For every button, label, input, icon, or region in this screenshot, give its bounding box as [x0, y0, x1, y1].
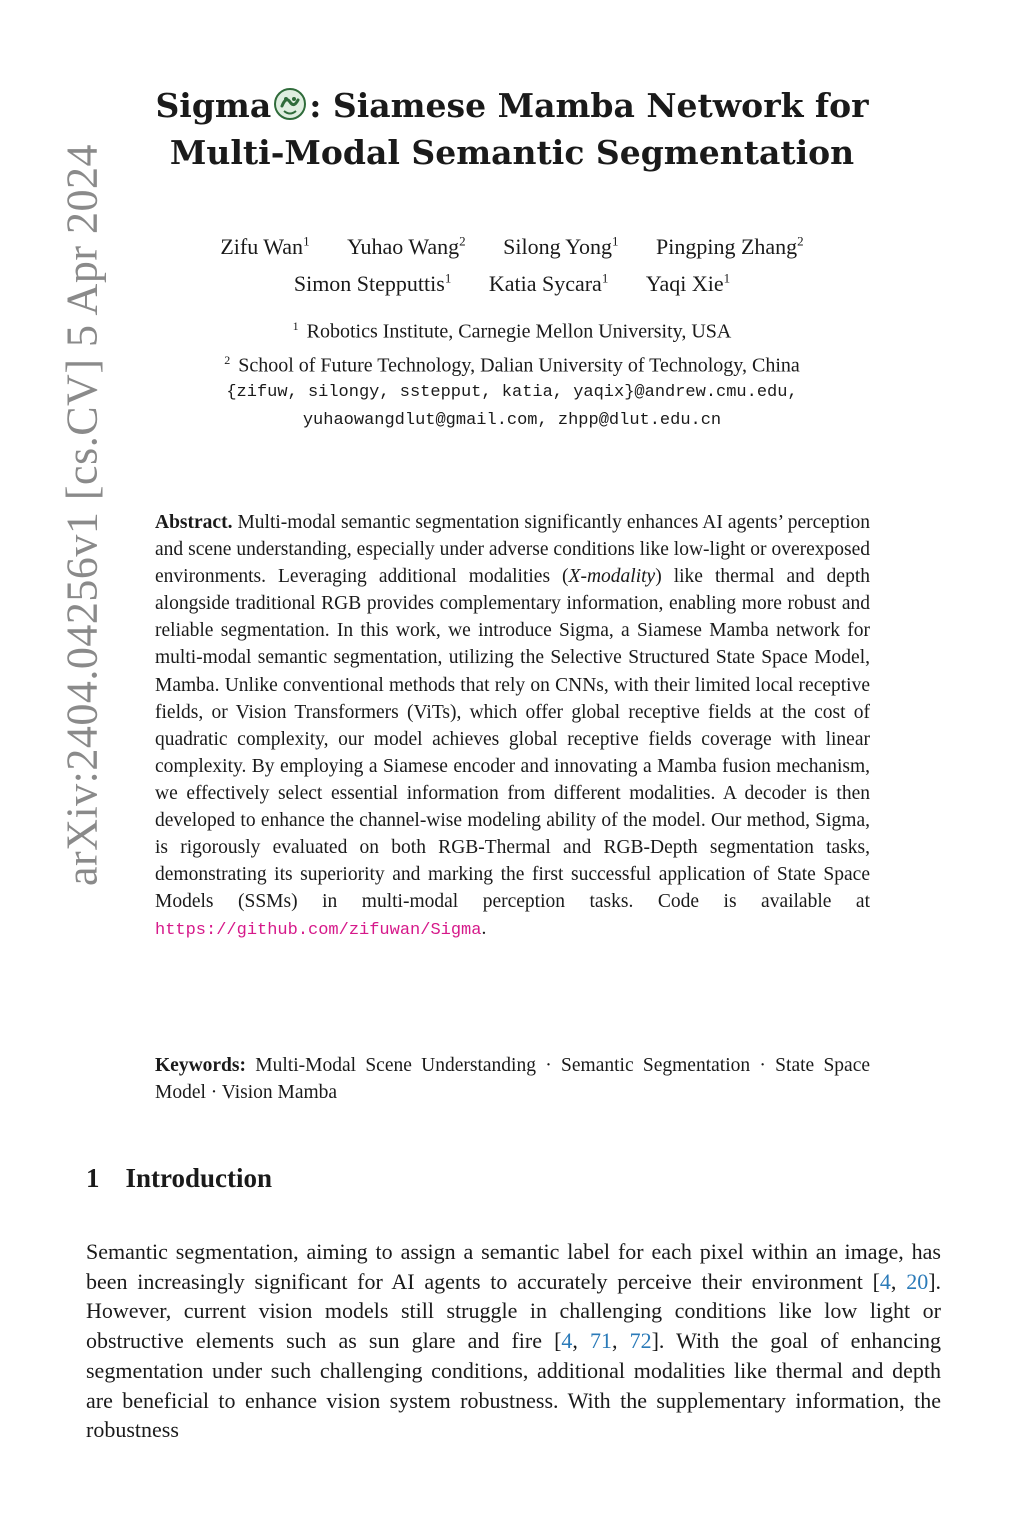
- arxiv-stamp: arXiv:2404.04256v1 [cs.CV] 5 Apr 2024: [57, 144, 107, 886]
- author-list: [0, 226, 1024, 299]
- title-line2: Multi-Modal Semantic Segmentation: [169, 133, 855, 172]
- abstract-end: .: [481, 918, 487, 940]
- affiliation: $^1$ Robotics Institute, Carnegie Mellon University, USA: [292, 319, 732, 343]
- abstract-label: Abstract.: [155, 512, 233, 533]
- author: Katia Sycara$^1$: [488, 270, 609, 296]
- paper-title: [0, 82, 1024, 176]
- intro-paragraph: Semantic segmentation, aiming to assign a semantic label for each pixel within an image, has been increasingly significant for AI agents to accurately perceive their environment [4, 20]. However, current vision models still struggle in challenging conditions like low light or obstructive elements such as sun glare and fire [4, 71, 72]. With the goal of enhancing segmentation under such challenging conditions, additional modalities like thermal and depth are beneficial to enhance vision system robustness. With the supplementary information, the robustness: [86, 1239, 942, 1443]
- title-line1-rest: : Siamese Mamba Network for: [309, 86, 869, 125]
- section-heading: [86, 1163, 272, 1194]
- author: Yuhao Wang$^2$: [347, 234, 466, 260]
- abstract-emphasis: X-modality: [568, 566, 656, 588]
- affiliation: $^2$ School of Future Technology, Dalian University of Technology, China: [224, 352, 800, 377]
- citation-link[interactable]: 20: [906, 1268, 929, 1294]
- citation-link[interactable]: 4: [879, 1268, 891, 1294]
- abstract: [155, 509, 870, 945]
- keywords: [155, 1052, 870, 1106]
- abstract-text: ) like thermal and depth alongside traditional RGB provides complementary information, enabling more robust and reliable segmentation. In this work, we introduce Sigma, a Siamese Mamba network for multi-modal semantic segmentation, utilizing the Selective Structured State Space Model, Mamba. Unlike conventional methods that rely on CNNs, with their limited local receptive fields, or Vision Transformers (ViTs), which offer global receptive fields at the cost of quadratic complexity, our model achieves global receptive fields coverage with linear complexity. By employing a Siamese encoder and innovating a Mamba fusion mechanism, we effectively select essential information from different modalities. A decoder is then developed to enhance the channel-wise modeling ability of the model. Our method, Sigma, is rigorously evaluated on both RGB-Thermal and RGB-Depth segmentation tasks, demonstrating its superiority and marking the first successful application of State Space Models (SSMs) in multi-modal perception tasks. Code is available at: [155, 566, 870, 913]
- citation-link[interactable]: 4: [561, 1328, 573, 1354]
- author: Silong Yong$^1$: [503, 234, 619, 260]
- email-line[interactable]: yuhaowangdlut@gmail.com, zhpp@dlut.edu.cn: [302, 411, 722, 431]
- abstract-text: Multi-modal semantic segmentation significantly enhances AI agents’ perception and scene understanding, especially under adverse conditions like low-light or overexposed environments. Leveraging additional modalities (: [155, 512, 870, 588]
- author: Simon Stepputtis$^1$: [293, 270, 452, 296]
- author: Zifu Wan$^1$: [220, 234, 310, 260]
- citation-link[interactable]: 72: [629, 1328, 652, 1354]
- email-line[interactable]: {zifuw, silongy, sstepput, katia, yaqix}@andrew.cmu.edu,: [226, 383, 798, 403]
- title-prefix: Sigma: [155, 86, 272, 125]
- section-title: Introduction: [125, 1163, 273, 1193]
- section-number: 1: [86, 1163, 100, 1193]
- code-url-link[interactable]: https://github.com/zifuwan/Sigma: [155, 921, 482, 941]
- author-row-2: [0, 262, 1024, 298]
- snake-logo-icon: [272, 86, 308, 122]
- author: Yaqi Xie$^1$: [645, 270, 731, 296]
- keywords-label: Keywords:: [155, 1055, 246, 1076]
- citation-link[interactable]: 71: [590, 1328, 612, 1354]
- author: Pingping Zhang$^2$: [656, 234, 804, 260]
- author-row-1: [0, 226, 1024, 262]
- affiliations: [0, 312, 1024, 435]
- keywords-text: Multi-Modal Scene Understanding · Semantic Segmentation · State Space Model · Vision Mamba: [155, 1055, 871, 1104]
